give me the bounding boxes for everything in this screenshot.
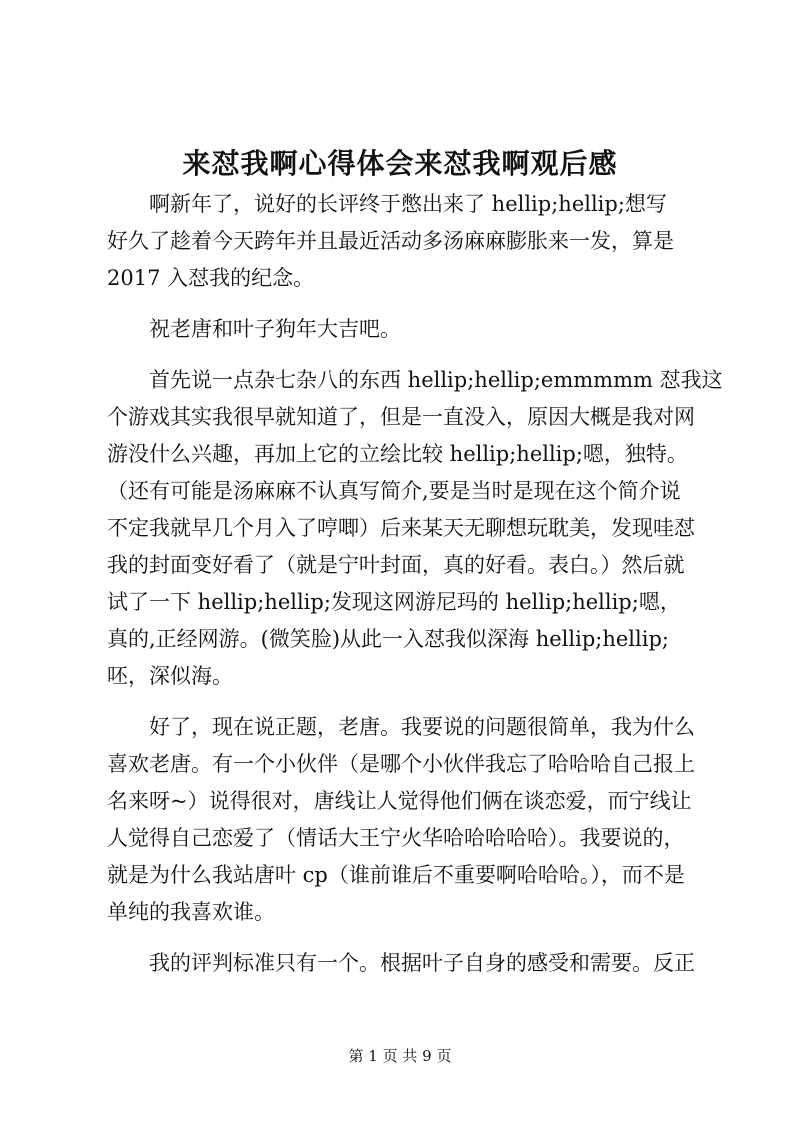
- paragraph: [107, 311, 707, 348]
- text-line: 我的评判标准只有一个。根据叶子自身的感受和需要。反正: [149, 951, 695, 975]
- page-number-footer: 第 1 页 共 9 页: [348, 1047, 452, 1065]
- paragraph: [107, 186, 707, 297]
- paragraph: [107, 945, 707, 982]
- text-line: 游没什么兴趣，再加上它的立绘比较 hellip;hellip;嗯，独特。: [107, 442, 688, 466]
- paragraph: [107, 709, 707, 931]
- text-line: 2017 入怼我的纪念。: [107, 266, 315, 290]
- text-line: 好了，现在说正题，老唐。我要说的问题很简单，我为什么: [149, 715, 695, 739]
- text-line: 喜欢老唐。有一个小伙伴（是哪个小伙伴我忘了哈哈哈自己报上: [107, 752, 695, 776]
- paragraph: [107, 362, 723, 695]
- text-line: 真的,正经网游。(微笑脸)从此一入怼我似深海 hellip;hellip;: [107, 627, 669, 651]
- document-body: [107, 186, 723, 996]
- text-line: 啊新年了，说好的长评终于憋出来了 hellip;hellip;想写: [149, 192, 667, 216]
- text-line: 好久了趁着今天跨年并且最近活动多汤麻麻膨胀来一发，算是: [107, 229, 674, 253]
- text-line: 个游戏其实我很早就知道了，但是一直没入，原因大概是我对网: [107, 405, 695, 429]
- text-line: 我的封面变好看了（就是宁叶封面，真的好看。表白。）然后就: [107, 553, 685, 577]
- text-line: 祝老唐和叶子狗年大吉吧。: [149, 317, 401, 341]
- text-line: 试了一下 hellip;hellip;发现这网游尼玛的 hellip;hellip;嗯，: [107, 590, 681, 614]
- text-line: 不定我就早几个月入了哼唧）后来某天无聊想玩耽美，发现哇怼: [107, 516, 695, 540]
- text-line: 就是为什么我站唐叶 cp（谁前谁后不重要啊哈哈哈。），而不是: [107, 863, 685, 887]
- text-line: 单纯的我喜欢谁。: [107, 900, 275, 924]
- text-line: 首先说一点杂七杂八的东西 hellip;hellip;emmmmm 怼我这: [149, 368, 723, 392]
- text-line: （还有可能是汤麻麻不认真写简介,要是当时是现在这个简介说: [107, 479, 681, 503]
- text-line: 人觉得自己恋爱了（情话大王宁火华哈哈哈哈哈）。我要说的，: [107, 826, 685, 850]
- document-title: 来怼我啊心得体会来怼我啊观后感: [182, 147, 618, 180]
- text-line: 名来呀~）说得很对，唐线让人觉得他们俩在谈恋爱，而宁线让: [107, 789, 692, 813]
- text-line: 呸，深似海。: [107, 664, 233, 688]
